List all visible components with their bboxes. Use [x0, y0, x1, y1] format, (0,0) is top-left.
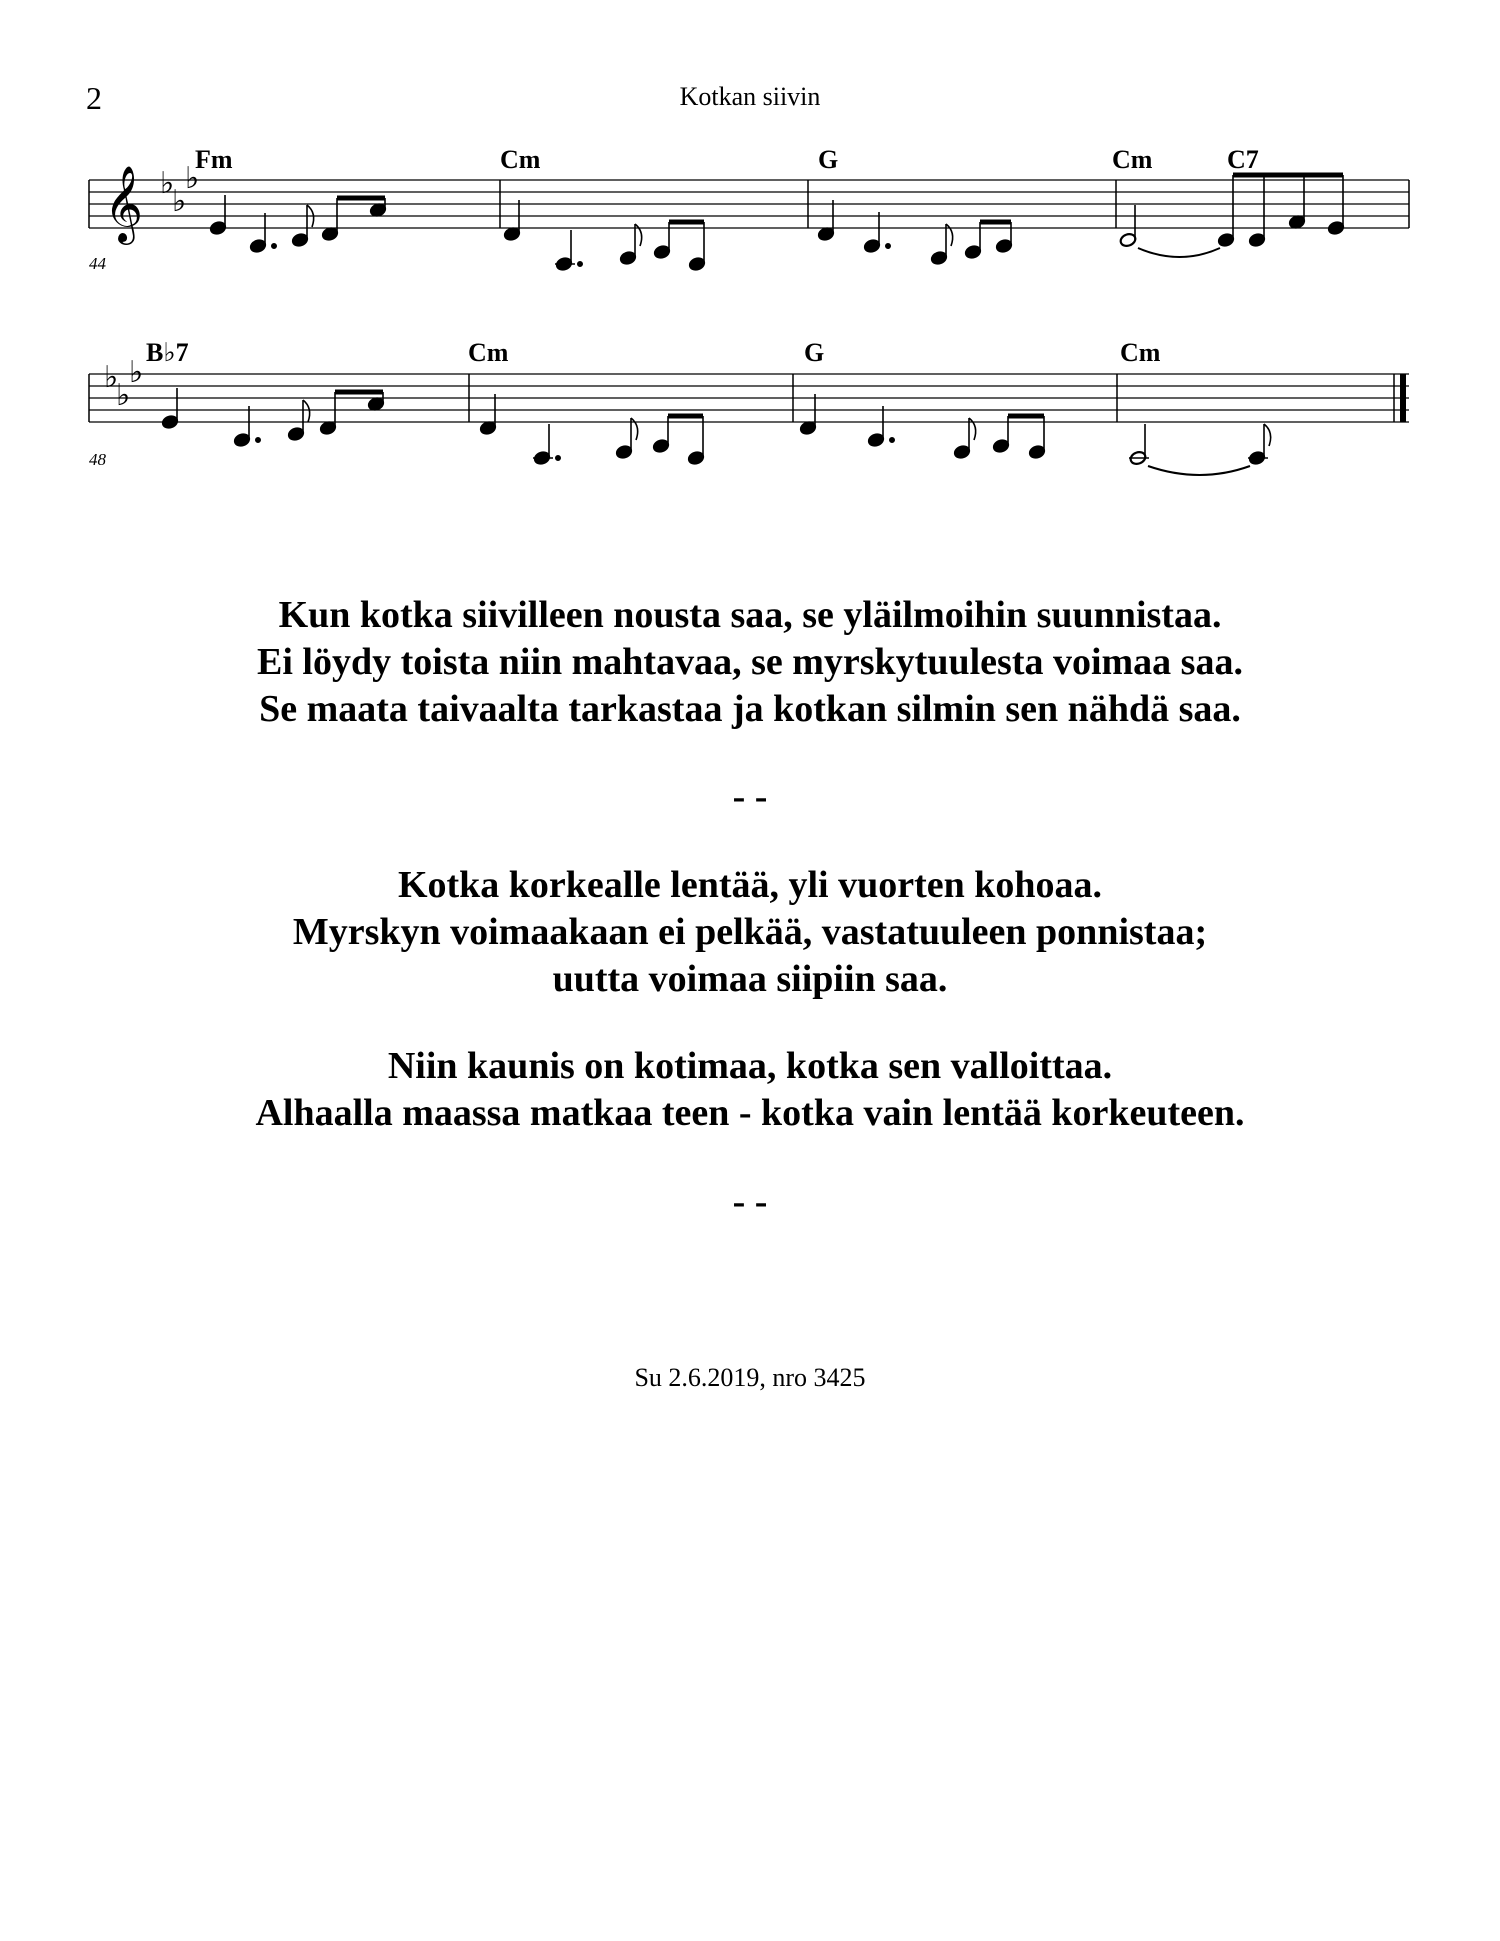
svg-text:♭: ♭: [129, 355, 144, 390]
svg-text:♭: ♭: [116, 378, 131, 413]
svg-text:♭: ♭: [185, 161, 200, 196]
lyric-line: Se maata taivaalta tarkastaa ja kotkan silmin sen nähdä saa.: [259, 688, 1241, 730]
notes-system-2: [161, 388, 1271, 475]
staff-system-2: [89, 374, 1409, 422]
lyric-line: Kotka korkealle lentää, yli vuorten kohoaa.: [397, 864, 1103, 906]
lyric-line: Ei löydy toista niin mahtavaa, se myrskytuulesta voimaa saa.: [257, 641, 1243, 683]
chord-symbol: Cm: [468, 338, 509, 367]
svg-text:♭: ♭: [172, 184, 187, 219]
chord-symbol: C7: [1227, 145, 1259, 174]
lyric-line: Myrskyn voimaakaan ei pelkää, vastatuuleen ponnistaa;: [292, 911, 1208, 953]
verse-separator: - -: [732, 776, 768, 818]
key-signature: [104, 355, 143, 413]
chord-symbol: G: [804, 338, 825, 367]
key-signature: [160, 161, 199, 219]
measure-number: 48: [89, 450, 106, 469]
music-score: [0, 0, 1500, 480]
lyrics-verse-3: [0, 1043, 1500, 1137]
lyric-line: Kun kotka siivilleen nousta saa, se yläilmoihin suunnistaa.: [278, 594, 1222, 636]
chord-symbol: G: [818, 145, 839, 174]
footer-date-number: Su 2.6.2019, nro 3425: [634, 1363, 866, 1392]
page-number: 2: [86, 80, 102, 116]
lyric-line: Alhaalla maassa matkaa teen - kotka vain lentää korkeuteen.: [255, 1092, 1245, 1134]
chord-symbol: Cm: [500, 145, 541, 174]
page-title: Kotkan siivin: [679, 82, 821, 111]
chord-symbol: Fm: [195, 145, 233, 174]
treble-clef-icon: 𝄞: [104, 165, 144, 242]
chord-symbol: Cm: [1120, 338, 1161, 367]
lyric-line: uutta voimaa siipiin saa.: [552, 958, 948, 1000]
lyrics-verse-1: [0, 592, 1500, 733]
staff-system-1: [89, 180, 1409, 228]
svg-text:♭: ♭: [104, 360, 119, 395]
verse-separator: - -: [732, 1181, 768, 1223]
chord-symbol: Cm: [1112, 145, 1153, 174]
lyrics-verse-2: [0, 862, 1500, 1003]
measure-number: 44: [89, 254, 106, 273]
svg-text:♭: ♭: [160, 166, 175, 201]
lyric-line: Niin kaunis on kotimaa, kotka sen valloittaa.: [387, 1045, 1113, 1087]
notes-system-1: [209, 175, 1345, 272]
chord-symbol: B♭7: [146, 338, 189, 367]
